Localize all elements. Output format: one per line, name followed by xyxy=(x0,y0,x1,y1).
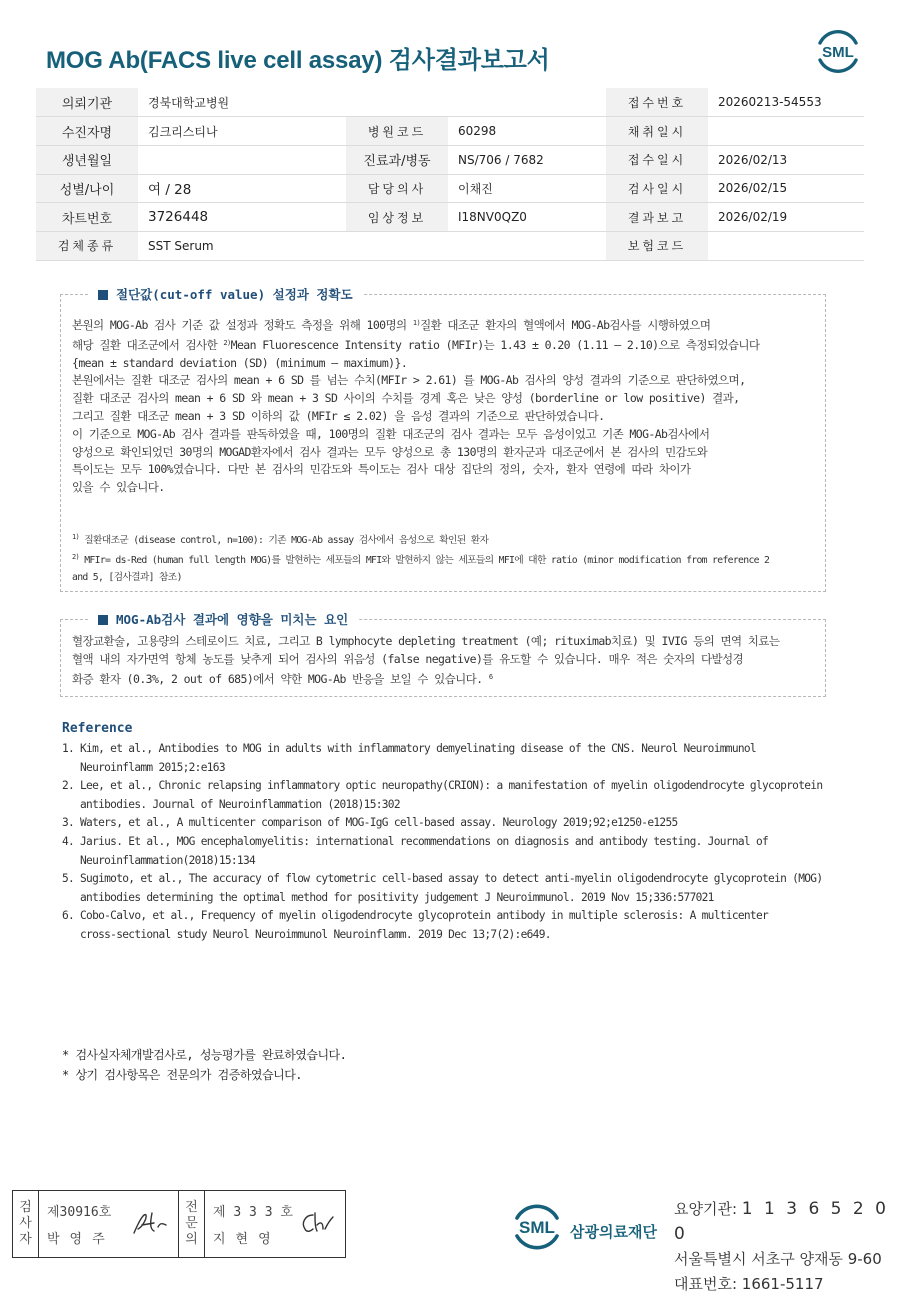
examiner-name: 박영주 xyxy=(47,1232,115,1247)
value-requesting-institution: 경북대학교병원 xyxy=(138,88,346,117)
examiner-label: 검 사 자 xyxy=(13,1191,39,1257)
label-collection-date: 채취일시 xyxy=(606,117,708,146)
institution-code-line: 요양기관: 1 1 3 6 5 2 0 0 xyxy=(674,1199,889,1244)
factors-section-title: MOG-Ab검사 결과에 영향을 미치는 요인 xyxy=(88,610,358,628)
value-sex-age: 여 / 28 xyxy=(138,174,346,203)
info-row xyxy=(36,174,864,203)
specialist-name: 지현영 xyxy=(213,1232,281,1247)
examiner-cell xyxy=(39,1191,179,1257)
specialist-label: 전 문 의 xyxy=(179,1191,205,1257)
reference-list xyxy=(62,740,822,945)
value-department: NS/706 / 7682 xyxy=(448,145,606,174)
label-birth-date: 생년월일 xyxy=(36,145,138,174)
list-item: 1. Kim, et al., Antibodies to MOG in adults with inflammatory demyelinating disease of the CNS. Neurol Neuroimmunol Neuroinflamm 2015;2:e163 xyxy=(62,742,756,774)
info-row xyxy=(36,231,864,260)
cutoff-footnotes xyxy=(72,529,818,586)
footnote-2: $^{2)}$ MFIr= ds-Red (human full length MOG)를 발현하는 세포들의 MFI와 발현하지 않는 세포들의 MFI에 대한 ratio (minor modification from reference 2 xyxy=(72,553,770,566)
list-item: 6. Cobo-Calvo, et al., Frequency of myelin oligodendrocyte glycoprotein antibody in multiple sclerosis: A multicenter cross-sectional study Neurol Neuroimmunol Neuroinflamm. 2019 Dec 13;7(2):e649. xyxy=(62,909,769,941)
note-item: * 검사실자체개발검사로, 성능평가를 완료하였습니다. xyxy=(62,1048,347,1062)
cutoff-section-text: 본원의 MOG-Ab 검사 기준 값 설정과 정확도 측정을 위해 100명의 $^{1)}$질환 대조군 환자의 혈액에서 MOG-Ab검사를 시행하였으며 해당 질환 대조군에서 검사한 $^{2)}$Mean Fluorescence Intensity ratio (MFIr)는 1.43 ± 0.20 (1.11 – 2.10)으로 측정되었습니다 {mean ± standard deviation (SD) (minimum – maximum)}. 본원에서는 질환 대조군 검사의 mean + 6 SD 를 넘는 수치(MFIr > 2.61) 를 MOG-Ab 검사의 양성 결과의 기준으로 판단하였으며, 질환 대조군 검사의 mean + 6 SD 와 mean + 3 SD 사이의 수치를 경계 혹은 낮은 양성 (borderline or low positive) 결과, 그리고 질환 대조군 mean + 3 SD 이하의 값 (MFIr ≤ 2.02) 을 음성 결과의 기준으로 판단하였습니다. 이 기준으로 MOG-Ab 검사 결과를 판독하였을 때, 100명의 질환 대조군의 검사 결과는 모두 음성이었고 기존 MOG-Ab검사에서 양성으로 확인되었던 30명의 MOGAD환자에서 검사 결과는 모두 양성으로 총 130명의 환자군과 대조군에서 본 검사의 민감도와 특이도는 모두 100%였습니다. 다만 본 검사의 민감도와 특이도는 검사 대상 집단의 정의, 숫자, 환자 연령에 따라 차이가 있을 수 있습니다. xyxy=(72,318,760,495)
specialist-license: 제 3 3 3 호 xyxy=(213,1205,293,1220)
label-department: 진료과/병동 xyxy=(346,145,448,174)
value-result-report: 2026/02/19 xyxy=(708,203,864,232)
brand-name: 삼광의료재단 xyxy=(570,1223,657,1241)
label-doctor: 담당의사 xyxy=(346,174,448,203)
value-insurance-code xyxy=(708,231,864,260)
label-requesting-institution: 의뢰기관 xyxy=(36,88,138,117)
label-result-report: 결과보고 xyxy=(606,203,708,232)
value-receipt-date: 2026/02/13 xyxy=(708,145,864,174)
label-test-date: 검사일시 xyxy=(606,174,708,203)
patient-info-table xyxy=(36,88,864,261)
label-receipt-number: 접수번호 xyxy=(606,88,708,117)
label-patient-name: 수진자명 xyxy=(36,117,138,146)
info-row xyxy=(36,203,864,232)
label-hospital-code: 병원코드 xyxy=(346,117,448,146)
cutoff-section-title: 절단값(cut-off value) 설정과 정확도 xyxy=(88,285,363,303)
examiner-license: 제30916호 xyxy=(47,1205,112,1220)
value-doctor: 이채진 xyxy=(448,174,606,203)
footnote-1: $^{1)}$ 질환대조군 (disease control, n=100): 기존 MOG-Ab assay 검사에서 음성으로 확인된 환자 xyxy=(72,533,489,546)
label-clinical-info: 임상정보 xyxy=(346,203,448,232)
examiner-signature-icon xyxy=(132,1209,168,1237)
value-birth-date xyxy=(138,145,346,174)
info-row xyxy=(36,88,864,117)
phone-line: 대표번호: 1661-5117 xyxy=(674,1275,824,1293)
sml-logo-icon xyxy=(812,26,864,76)
svg-text:SML: SML xyxy=(519,1218,555,1237)
value-collection-date xyxy=(708,117,864,146)
address-line: 서울특별시 서초구 양재동 9-60 xyxy=(674,1250,882,1268)
page-title: MOG Ab(FACS live cell assay) 검사결과보고서 xyxy=(46,47,550,74)
institution-address xyxy=(674,1197,900,1297)
label-insurance-code: 보험코드 xyxy=(606,231,708,260)
list-item: 5. Sugimoto, et al., The accuracy of flow cytometric cell-based assay to detect anti-myelin oligodendrocyte glycoprotein (MOG) antibodies determining the optimal method for positivity judgement J Neuroimmunol. 2019 Nov 15;336:577021 xyxy=(62,872,823,904)
sml-brand-logo-icon xyxy=(508,1198,566,1256)
list-item: 3. Waters, et al., A multicenter comparison of MOG-IgG cell-based assay. Neurology 2019;92;e1250-e1255 xyxy=(62,816,678,830)
value-patient-name: 김크리스티나 xyxy=(138,117,346,146)
info-row xyxy=(36,145,864,174)
list-item: 2. Lee, et al., Chronic relapsing inflammatory optic neuropathy(CRION): a manifestation of myelin oligodendrocyte glycoprotein antibodies. Journal of Neuroinflammation (2018)15:302 xyxy=(62,779,823,811)
svg-text:SML: SML xyxy=(822,44,854,61)
footnote-2-continued: and 5, [검사결과] 참조) xyxy=(72,572,182,583)
value-test-date: 2026/02/15 xyxy=(708,174,864,203)
square-bullet-icon xyxy=(98,290,108,300)
value-receipt-number: 20260213-54553 xyxy=(708,88,864,117)
value-specimen-type: SST Serum xyxy=(138,231,346,260)
label-sex-age: 성별/나이 xyxy=(36,174,138,203)
value-clinical-info: I18NV0QZ0 xyxy=(448,203,606,232)
value-chart-number: 3726448 xyxy=(138,203,346,232)
label-chart-number: 차트번호 xyxy=(36,203,138,232)
label-receipt-date: 접수일시 xyxy=(606,145,708,174)
specialist-cell xyxy=(205,1191,345,1257)
note-item: * 상기 검사항목은 전문의가 검증하였습니다. xyxy=(62,1068,303,1082)
reference-title: Reference xyxy=(62,721,133,736)
value-hospital-code: 60298 xyxy=(448,117,606,146)
validation-notes xyxy=(62,1045,346,1085)
label-specimen-type: 검체종류 xyxy=(36,231,138,260)
signature-stamp xyxy=(12,1190,346,1258)
specialist-signature-icon xyxy=(299,1209,335,1237)
factors-section-text: 혈장교환술, 고용량의 스테로이드 치료, 그리고 B lymphocyte depleting treatment (예; rituximab치료) 및 IVIG 등의 면역 치료는 혈액 내의 자가면역 항체 농도를 낮추게 되어 검사의 위음성 (false negative)를 유도할 수 있습니다. 매우 적은 숫자의 다발성경 화증 환자 (0.3%, 2 out of 685)에서 약한 MOG-Ab 반응을 보일 수 있습니다. $^6$ xyxy=(72,634,780,686)
info-row xyxy=(36,117,864,146)
square-bullet-icon xyxy=(98,615,108,625)
list-item: 4. Jarius. Et al., MOG encephalomyelitis: international recommendations on diagnosis and antibody testing. Journal of Neuroinflammation(2018)15:134 xyxy=(62,834,769,867)
